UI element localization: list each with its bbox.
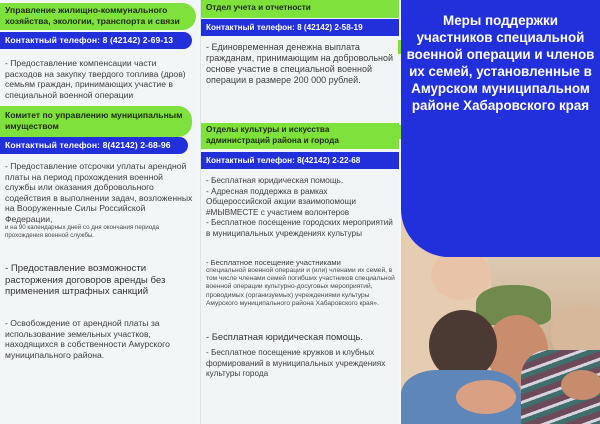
- city-events-item: - Бесплатное посещение городских мероприятий в муниципальных учреждениях культуры: [206, 218, 393, 238]
- mywetogether-support-item: - Адресная поддержка в рамках Общероссийской акции взаимопомощи #МЫВМЕСТЕ с участием волонтеров: [206, 186, 356, 217]
- culture-dept-title: Отделы культуры и искусства администраций района и города: [201, 123, 399, 149]
- middle-column: [200, 0, 399, 424]
- legal-help-item-2: - Бесплатная юридическая помощь.: [206, 331, 364, 342]
- property-committee-title: Комитет по управлению муниципальным имуществом: [0, 106, 192, 137]
- left-column: [0, 0, 198, 424]
- lease-termination-item: - Предоставление возможности расторжения договоров аренды без применения штрафных санкций: [5, 263, 166, 297]
- brochure-title: Меры поддержки участников специальной военной операции и членов их семей, установленные в Амурском муниципальном районе Хабаровского края: [406, 13, 595, 114]
- free-visit-participants-lead: - Бесплатное посещение участниками: [206, 258, 341, 267]
- clubs-visit-item: - Бесплатное посещение кружков и клубных формирований в муниципальных учреждениях культуры города: [206, 348, 386, 378]
- housing-compensation-item: - Предоставление компенсации части расходов на закупку твердого топлива (дров) семьям граждан, принимающих участие в специальной военной операции: [5, 58, 186, 100]
- housing-dept-phone[interactable]: Контактный телефон: 8 (42142) 2-69-13: [0, 32, 192, 49]
- accounting-dept-phone[interactable]: Контактный телефон: 8 (42142) 2-58-19: [201, 19, 399, 36]
- legal-help-item: - Бесплатная юридическая помощь.: [206, 176, 344, 185]
- rent-deferral-note: и на 90 календарных дней со дня окончания периода прохождения военной службы.: [5, 224, 160, 239]
- accounting-dept-title: Отдел учета и отчетности: [201, 0, 399, 18]
- right-column: [401, 0, 600, 424]
- lump-sum-payment-item: - Единовременная денежна выплата гражданам, принимающим на добровольной основе участие в специальной военной операции в размере 200 000 рублей.: [206, 42, 394, 85]
- divider-accent: [398, 125, 401, 139]
- housing-dept-title: Управление жилищно-коммунального хозяйства, экологии, транспорта и связи: [0, 3, 196, 30]
- property-committee-phone[interactable]: Контактный телефон: 8(42142) 2-68-96: [0, 137, 188, 154]
- free-visit-participants-detail: специальной военной операции и (или) членами их семей, в том числе членами семей погибших участников специальной военной операции культурно-досуговых мероприятий, проводимых (организуемых) учреждениями культуры Амурского муниципального района Хабаровского края».: [206, 267, 395, 307]
- land-rent-exemption-item: - Освобождение от арендной платы за использование земельных участков, находящихся в собственности Амурского муниципального района.: [5, 318, 170, 360]
- culture-dept-phone[interactable]: Контактный телефон: 8(42142) 2-22-68: [201, 152, 399, 169]
- title-panel: [401, 0, 600, 257]
- rent-deferral-item: - Предоставление отсрочки уплаты арендной платы на период прохождения военной службы или оказания добровольного содействия в выполнении задач, возложенных на Вооруженные Силы Российской Федерации,: [5, 161, 193, 224]
- divider-accent: [398, 40, 401, 54]
